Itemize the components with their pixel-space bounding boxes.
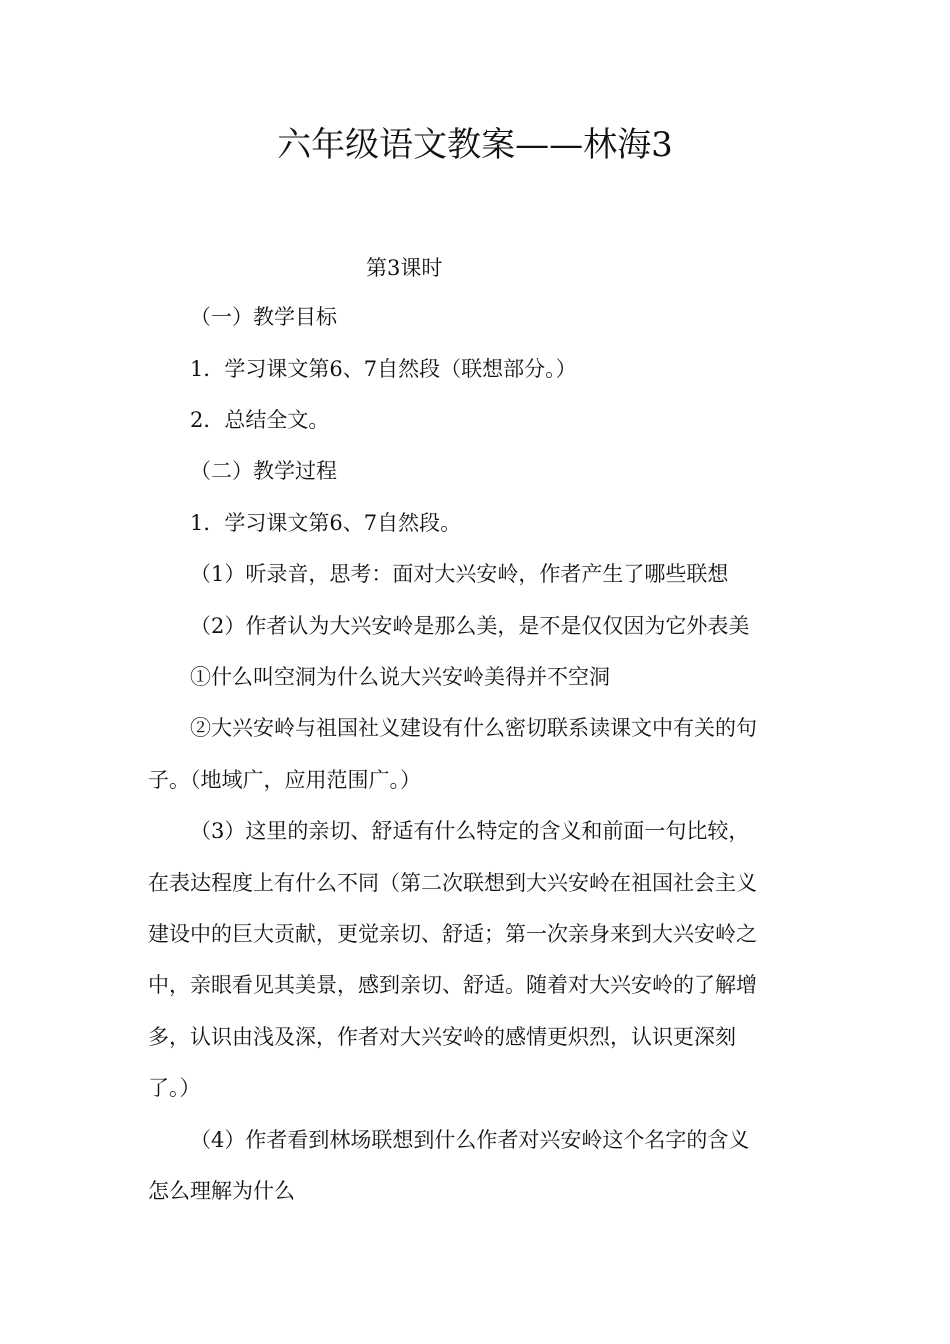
- sub-question-2-line-1: ②大兴安岭与祖国社义建设有什么密切联系读课文中有关的句: [190, 716, 757, 740]
- question-1: （1）听录音，思考：面对大兴安岭，作者产生了哪些联想: [190, 562, 729, 586]
- sub-question-2-line-2: 子。（地域广，应用范围广。）: [148, 768, 421, 792]
- question-4-line-2: 怎么理解为什么: [148, 1179, 295, 1203]
- question-3-line-5: 多，认识由浅及深，作者对大兴安岭的感情更炽烈，认识更深刻: [148, 1025, 736, 1049]
- document-title: 六年级语文教案——林海3: [277, 125, 673, 165]
- question-4-line-1: （4）作者看到林场联想到什么作者对兴安岭这个名字的含义: [190, 1128, 750, 1152]
- process-step-1: 1．学习课文第6、7自然段。: [190, 511, 462, 535]
- question-3-line-1: （3）这里的亲切、舒适有什么特定的含义和前面一句比较，: [190, 819, 750, 843]
- question-3-line-6: 了。）: [148, 1076, 201, 1100]
- section-heading-process: （二）教学过程: [190, 459, 337, 483]
- question-3-line-3: 建设中的巨大贡献，更觉亲切、舒适；第一次亲身来到大兴安岭之: [148, 922, 757, 946]
- question-3-line-2: 在表达程度上有什么不同（第二次联想到大兴安岭在祖国社会主义: [148, 871, 757, 895]
- section-heading-objectives: （一）教学目标: [190, 305, 337, 329]
- sub-question-1: ①什么叫空洞为什么说大兴安岭美得并不空洞: [190, 665, 610, 689]
- question-2: （2）作者认为大兴安岭是那么美，是不是仅仅因为它外表美: [190, 614, 750, 638]
- question-3-line-4: 中，亲眼看见其美景，感到亲切、舒适。随着对大兴安岭的了解增: [148, 973, 757, 997]
- lesson-period: 第3课时: [366, 256, 443, 280]
- objective-item-1: 1．学习课文第6、7自然段（联想部分。）: [190, 357, 577, 381]
- objective-item-2: 2．总结全文。: [190, 408, 330, 432]
